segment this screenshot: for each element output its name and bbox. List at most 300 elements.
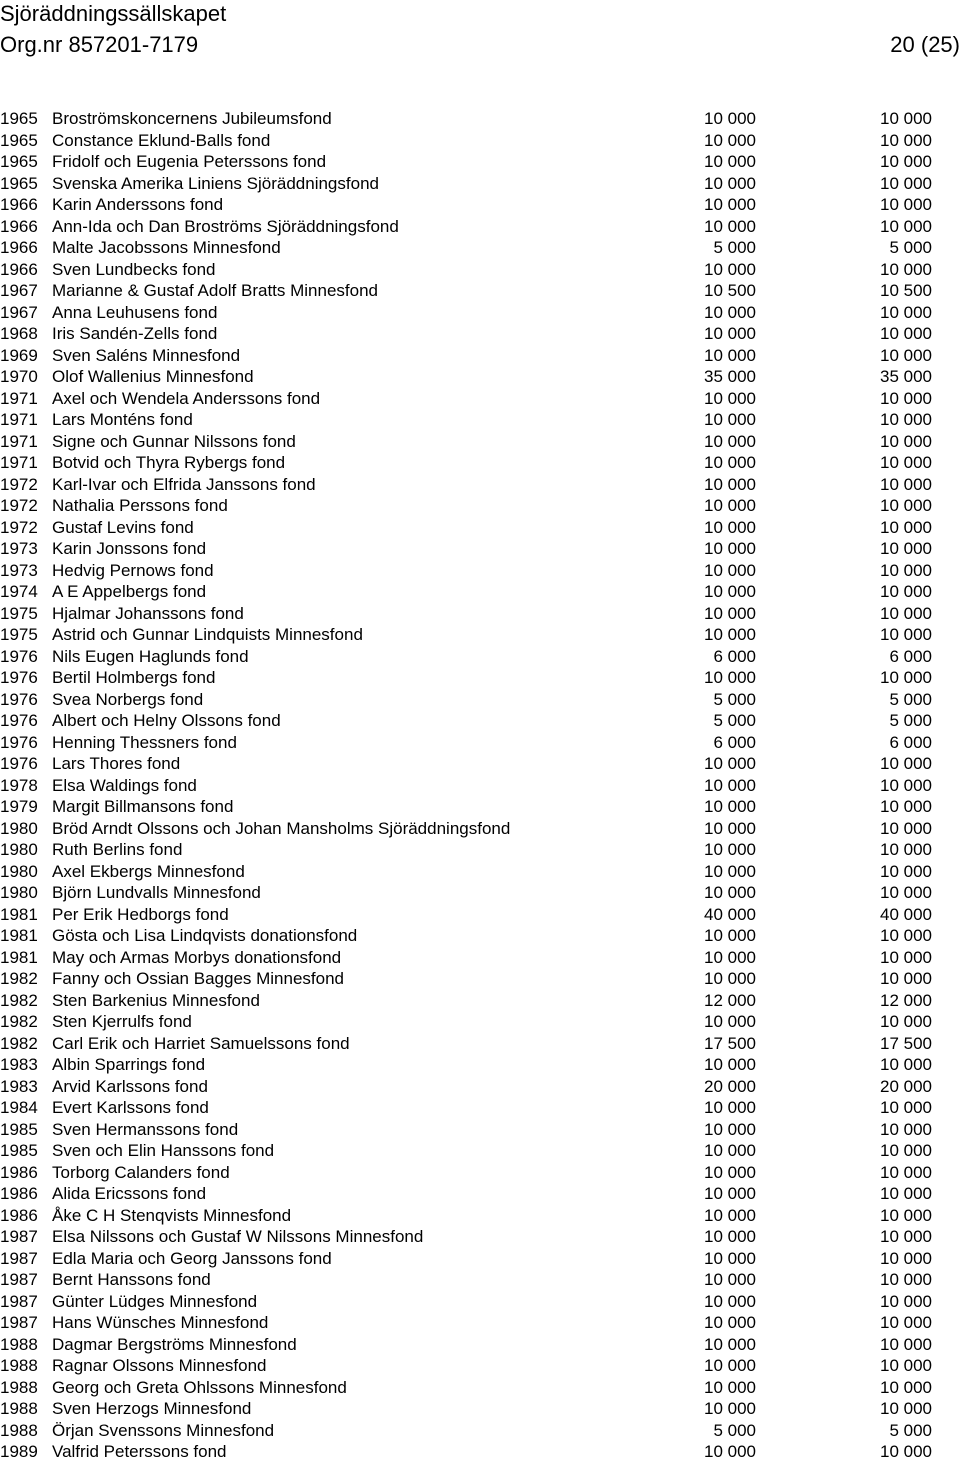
- page-number: 20 (25): [890, 32, 960, 57]
- amount-cell-1: 10 000: [704, 496, 756, 515]
- table-row: [0, 388, 960, 410]
- amount-cell-2: 5 000: [889, 238, 932, 257]
- year-cell: 1968: [0, 324, 38, 343]
- amount-cell-2: 5 000: [889, 1420, 932, 1440]
- fund-name-cell: Anna Leuhusens fond: [52, 302, 218, 322]
- table-row: [0, 968, 960, 990]
- fund-name-cell: Valfrid Peterssons fond: [52, 1442, 227, 1461]
- year-cell: 1976: [0, 711, 38, 730]
- amount-cell-2: 10 000: [880, 926, 932, 945]
- amount-cell-1: 10 000: [704, 1248, 756, 1268]
- table-row: [0, 710, 960, 732]
- amount-cell-2: 35 000: [880, 367, 932, 386]
- table-row: [0, 646, 960, 668]
- table-row: [0, 1355, 960, 1377]
- table-row: [0, 1097, 960, 1119]
- year-cell: 1974: [0, 582, 38, 601]
- fund-name-cell: Albin Sparrings fond: [52, 1055, 206, 1074]
- table-row: [0, 839, 960, 861]
- amount-cell-1: 10 000: [704, 130, 756, 150]
- fund-name-cell: Sven Hermanssons fond: [52, 1119, 239, 1139]
- fund-name-cell: Axel Ekbergs Minnesfond: [52, 861, 245, 881]
- year-cell: 1976: [0, 754, 38, 773]
- fund-name-cell: Bröd Arndt Olssons och Johan Mansholms Sjöräddningsfond: [52, 818, 511, 838]
- year-cell: 1976: [0, 646, 38, 666]
- table-row: [0, 1011, 960, 1033]
- table-row: [0, 323, 960, 345]
- amount-cell-1: 10 000: [704, 195, 756, 214]
- amount-cell-1: 10 000: [704, 1377, 756, 1397]
- year-cell: 1982: [0, 1033, 38, 1053]
- amount-cell-2: 10 000: [880, 453, 932, 472]
- year-cell: 1987: [0, 1270, 38, 1289]
- table-row: [0, 904, 960, 926]
- table-row: [0, 495, 960, 517]
- year-cell: 1983: [0, 1055, 38, 1074]
- fund-name-cell: Elsa Nilssons och Gustaf W Nilssons Minnesfond: [52, 1227, 424, 1246]
- table-row: [0, 947, 960, 969]
- amount-cell-1: 12 000: [704, 990, 756, 1010]
- amount-cell-2: 10 000: [880, 1162, 932, 1182]
- amount-cell-1: 10 000: [704, 625, 756, 644]
- fund-name-cell: Margit Billmansons fond: [52, 797, 234, 816]
- year-cell: 1971: [0, 431, 38, 451]
- table-row: [0, 753, 960, 775]
- year-cell: 1988: [0, 1399, 38, 1418]
- table-row: [0, 431, 960, 453]
- amount-cell-2: 10 000: [880, 517, 932, 537]
- year-cell: 1976: [0, 668, 38, 687]
- table-row: [0, 1420, 960, 1442]
- fund-name-cell: Hedvig Pernows fond: [52, 560, 214, 580]
- year-cell: 1973: [0, 539, 38, 558]
- amount-cell-1: 10 000: [704, 431, 756, 451]
- table-row: [0, 1054, 960, 1076]
- year-cell: 1980: [0, 818, 38, 838]
- amount-cell-2: 10 000: [880, 1270, 932, 1289]
- year-cell: 1978: [0, 775, 38, 795]
- fund-name-cell: Günter Lüdges Minnesfond: [52, 1291, 258, 1311]
- amount-cell-2: 10 000: [880, 1119, 932, 1139]
- year-cell: 1981: [0, 947, 38, 967]
- amount-cell-2: 5 000: [889, 711, 932, 730]
- amount-cell-1: 10 000: [704, 754, 756, 773]
- fund-name-cell: Dagmar Bergströms Minnesfond: [52, 1334, 297, 1354]
- amount-cell-1: 10 000: [704, 539, 756, 558]
- year-cell: 1970: [0, 367, 38, 386]
- amount-cell-2: 10 000: [880, 1334, 932, 1354]
- fund-name-cell: Hans Wünsches Minnesfond: [52, 1313, 269, 1332]
- fund-name-cell: Bertil Holmbergs fond: [52, 668, 216, 687]
- amount-cell-1: 5 000: [713, 1420, 756, 1440]
- amount-cell-2: 10 000: [880, 195, 932, 214]
- fund-name-cell: Edla Maria och Georg Janssons fond: [52, 1248, 332, 1268]
- year-cell: 1966: [0, 238, 38, 257]
- fund-name-cell: Ruth Berlins fond: [52, 840, 183, 859]
- fund-name-cell: Lars Monténs fond: [52, 410, 193, 429]
- amount-cell-1: 5 000: [713, 711, 756, 730]
- amount-cell-2: 10 000: [880, 840, 932, 859]
- amount-cell-1: 10 000: [704, 1356, 756, 1375]
- table-row: [0, 366, 960, 388]
- amount-cell-2: 17 500: [880, 1033, 932, 1053]
- amount-cell-2: 10 000: [880, 754, 932, 773]
- amount-cell-1: 10 000: [704, 517, 756, 537]
- year-cell: 1965: [0, 173, 38, 193]
- table-row: [0, 1162, 960, 1184]
- fund-name-cell: Fanny och Ossian Bagges Minnesfond: [52, 969, 345, 988]
- fund-name-cell: Carl Erik och Harriet Samuelssons fond: [52, 1033, 350, 1053]
- table-row: [0, 130, 960, 152]
- fund-name-cell: Iris Sandén-Zells fond: [52, 324, 218, 343]
- year-cell: 1985: [0, 1119, 38, 1139]
- amount-cell-1: 10 000: [704, 1291, 756, 1311]
- table-row: [0, 581, 960, 603]
- amount-cell-2: 10 000: [880, 324, 932, 343]
- table-row: [0, 194, 960, 216]
- year-cell: 1980: [0, 861, 38, 881]
- amount-cell-2: 12 000: [880, 990, 932, 1010]
- fund-name-cell: Arvid Karlssons fond: [52, 1076, 208, 1096]
- fund-name-cell: Per Erik Hedborgs fond: [52, 904, 229, 924]
- table-row: [0, 1269, 960, 1291]
- year-cell: 1976: [0, 689, 38, 709]
- year-cell: 1972: [0, 517, 38, 537]
- fund-name-cell: Constance Eklund-Balls fond: [52, 130, 271, 150]
- amount-cell-1: 10 000: [704, 109, 756, 128]
- fund-name-cell: Henning Thessners fond: [52, 732, 237, 752]
- year-cell: 1971: [0, 453, 38, 472]
- year-cell: 1965: [0, 130, 38, 150]
- amount-cell-2: 10 000: [880, 410, 932, 429]
- table-row: [0, 1334, 960, 1356]
- year-cell: 1973: [0, 560, 38, 580]
- table-row: [0, 259, 960, 281]
- year-cell: 1982: [0, 1012, 38, 1031]
- year-cell: 1983: [0, 1076, 38, 1096]
- table-row: [0, 1291, 960, 1313]
- year-cell: 1986: [0, 1162, 38, 1182]
- fund-name-cell: Georg och Greta Ohlssons Minnesfond: [52, 1377, 347, 1397]
- table-row: [0, 818, 960, 840]
- fund-name-cell: Sven Herzogs Minnesfond: [52, 1399, 252, 1418]
- amount-cell-2: 10 000: [880, 109, 932, 128]
- fund-name-cell: Karin Anderssons fond: [52, 195, 224, 214]
- amount-cell-1: 10 000: [704, 1399, 756, 1418]
- amount-cell-1: 10 000: [704, 324, 756, 343]
- amount-cell-2: 10 000: [880, 603, 932, 623]
- year-cell: 1969: [0, 345, 38, 365]
- table-row: [0, 302, 960, 324]
- year-cell: 1987: [0, 1227, 38, 1246]
- amount-cell-2: 10 000: [880, 1442, 932, 1461]
- table-row: [0, 732, 960, 754]
- amount-cell-1: 10 000: [704, 1227, 756, 1246]
- table-row: [0, 882, 960, 904]
- fund-name-cell: May och Armas Morbys donationsfond: [52, 947, 342, 967]
- year-cell: 1982: [0, 990, 38, 1010]
- amount-cell-1: 10 000: [704, 173, 756, 193]
- amount-cell-1: 10 000: [704, 1205, 756, 1225]
- fund-name-cell: Gustaf Levins fond: [52, 517, 194, 537]
- amount-cell-2: 10 000: [880, 947, 932, 967]
- fund-name-cell: Karl-Ivar och Elfrida Janssons fond: [52, 474, 316, 494]
- table-row: [0, 1226, 960, 1248]
- year-cell: 1988: [0, 1420, 38, 1440]
- table-row: [0, 560, 960, 582]
- amount-cell-2: 10 000: [880, 1399, 932, 1418]
- amount-cell-1: 10 000: [704, 603, 756, 623]
- year-cell: 1979: [0, 797, 38, 816]
- amount-cell-2: 10 000: [880, 474, 932, 494]
- amount-cell-2: 10 000: [880, 969, 932, 988]
- amount-cell-1: 20 000: [704, 1076, 756, 1096]
- year-cell: 1975: [0, 603, 38, 623]
- amount-cell-2: 10 000: [880, 388, 932, 408]
- table-row: [0, 108, 960, 130]
- year-cell: 1966: [0, 259, 38, 279]
- fund-name-cell: Olof Wallenius Minnesfond: [52, 367, 254, 386]
- amount-cell-2: 40 000: [880, 904, 932, 924]
- amount-cell-1: 10 000: [704, 1313, 756, 1332]
- year-cell: 1988: [0, 1334, 38, 1354]
- fund-name-cell: Astrid och Gunnar Lindquists Minnesfond: [52, 625, 363, 644]
- amount-cell-1: 10 000: [704, 1184, 756, 1203]
- fund-name-cell: Nils Eugen Haglunds fond: [52, 646, 249, 666]
- amount-cell-1: 10 000: [704, 152, 756, 171]
- amount-cell-1: 10 000: [704, 1098, 756, 1117]
- table-row: [0, 1205, 960, 1227]
- fund-name-cell: Torborg Calanders fond: [52, 1162, 230, 1182]
- fund-name-cell: Broströmskoncernens Jubileumsfond: [52, 109, 332, 128]
- amount-cell-1: 10 000: [704, 818, 756, 838]
- fund-name-cell: Elsa Waldings fond: [52, 775, 197, 795]
- year-cell: 1980: [0, 840, 38, 859]
- table-row: [0, 452, 960, 474]
- fund-name-cell: Sven Saléns Minnesfond: [52, 345, 241, 365]
- year-cell: 1987: [0, 1313, 38, 1332]
- amount-cell-2: 10 000: [880, 173, 932, 193]
- amount-cell-2: 10 000: [880, 539, 932, 558]
- amount-cell-2: 10 000: [880, 1356, 932, 1375]
- table-row: [0, 775, 960, 797]
- amount-cell-2: 10 000: [880, 1248, 932, 1268]
- amount-cell-2: 10 000: [880, 668, 932, 687]
- amount-cell-2: 10 000: [880, 1377, 932, 1397]
- amount-cell-1: 10 000: [704, 410, 756, 429]
- amount-cell-1: 10 000: [704, 1270, 756, 1289]
- fund-name-cell: Axel och Wendela Anderssons fond: [52, 388, 321, 408]
- fund-name-cell: Ragnar Olssons Minnesfond: [52, 1356, 267, 1375]
- fund-name-cell: Fridolf och Eugenia Peterssons fond: [52, 152, 327, 171]
- amount-cell-2: 10 000: [880, 345, 932, 365]
- amount-cell-1: 35 000: [704, 367, 756, 386]
- amount-cell-2: 6 000: [889, 732, 932, 752]
- fund-name-cell: Svenska Amerika Liniens Sjöräddningsfond: [52, 173, 379, 193]
- amount-cell-2: 10 500: [880, 281, 932, 300]
- fund-name-cell: Karin Jonssons fond: [52, 539, 207, 558]
- year-cell: 1965: [0, 152, 38, 171]
- table-row: [0, 409, 960, 431]
- amount-cell-2: 10 000: [880, 883, 932, 902]
- table-row: [0, 237, 960, 259]
- fund-name-cell: Evert Karlssons fond: [52, 1098, 209, 1117]
- fund-name-cell: Bernt Hanssons fond: [52, 1270, 211, 1289]
- year-cell: 1987: [0, 1248, 38, 1268]
- amount-cell-1: 17 500: [704, 1033, 756, 1053]
- table-row: [0, 796, 960, 818]
- amount-cell-2: 10 000: [880, 560, 932, 580]
- amount-cell-1: 10 000: [704, 926, 756, 945]
- table-row: [0, 624, 960, 646]
- table-row: [0, 603, 960, 625]
- amount-cell-1: 10 000: [704, 775, 756, 795]
- amount-cell-1: 10 000: [704, 1012, 756, 1031]
- amount-cell-2: 10 000: [880, 582, 932, 601]
- fund-table: [0, 108, 960, 1463]
- table-row: [0, 1076, 960, 1098]
- amount-cell-2: 10 000: [880, 130, 932, 150]
- amount-cell-2: 10 000: [880, 1184, 932, 1203]
- amount-cell-2: 10 000: [880, 775, 932, 795]
- table-row: [0, 216, 960, 238]
- fund-name-cell: Albert och Helny Olssons fond: [52, 711, 281, 730]
- amount-cell-2: 20 000: [880, 1076, 932, 1096]
- amount-cell-1: 10 000: [704, 216, 756, 236]
- table-row: [0, 345, 960, 367]
- amount-cell-2: 6 000: [889, 646, 932, 666]
- page-header: [0, 0, 960, 66]
- amount-cell-1: 10 000: [704, 345, 756, 365]
- year-cell: 1981: [0, 926, 38, 945]
- table-row: [0, 1183, 960, 1205]
- table-row: [0, 861, 960, 883]
- table-row: [0, 1377, 960, 1399]
- fund-name-cell: Marianne & Gustaf Adolf Bratts Minnesfond: [52, 281, 379, 300]
- fund-name-cell: Sten Kjerrulfs fond: [52, 1012, 192, 1031]
- year-cell: 1984: [0, 1098, 38, 1117]
- amount-cell-1: 10 500: [704, 281, 756, 300]
- fund-name-cell: Signe och Gunnar Nilssons fond: [52, 431, 296, 451]
- amount-cell-2: 10 000: [880, 1012, 932, 1031]
- amount-cell-2: 10 000: [880, 431, 932, 451]
- table-row: [0, 925, 960, 947]
- amount-cell-1: 10 000: [704, 1141, 756, 1160]
- amount-cell-1: 10 000: [704, 560, 756, 580]
- amount-cell-1: 5 000: [713, 689, 756, 709]
- amount-cell-2: 10 000: [880, 1313, 932, 1332]
- amount-cell-1: 10 000: [704, 259, 756, 279]
- amount-cell-1: 10 000: [704, 861, 756, 881]
- fund-name-cell: Åke C H Stenqvists Minnesfond: [52, 1205, 292, 1225]
- year-cell: 1980: [0, 883, 38, 902]
- table-row: [0, 517, 960, 539]
- organization-name: Sjöräddningssällskapet: [0, 1, 227, 26]
- fund-name-cell: Gösta och Lisa Lindqvists donationsfond: [52, 926, 358, 945]
- amount-cell-1: 10 000: [704, 947, 756, 967]
- amount-cell-1: 10 000: [704, 388, 756, 408]
- amount-cell-2: 10 000: [880, 1098, 932, 1117]
- year-cell: 1988: [0, 1356, 38, 1375]
- fund-name-cell: Malte Jacobssons Minnesfond: [52, 238, 281, 257]
- table-row: [0, 173, 960, 195]
- year-cell: 1988: [0, 1377, 38, 1397]
- year-cell: 1982: [0, 969, 38, 988]
- fund-name-cell: Svea Norbergs fond: [52, 689, 204, 709]
- amount-cell-2: 10 000: [880, 496, 932, 515]
- year-cell: 1966: [0, 195, 38, 214]
- organization-number: Org.nr 857201-7179: [0, 32, 199, 57]
- table-row: [0, 538, 960, 560]
- amount-cell-2: 10 000: [880, 818, 932, 838]
- amount-cell-2: 10 000: [880, 216, 932, 236]
- year-cell: 1967: [0, 281, 38, 300]
- fund-name-cell: Sven och Elin Hanssons fond: [52, 1141, 275, 1160]
- amount-cell-1: 6 000: [713, 732, 756, 752]
- amount-cell-1: 10 000: [704, 302, 756, 322]
- table-row: [0, 1398, 960, 1420]
- amount-cell-2: 10 000: [880, 1055, 932, 1074]
- year-cell: 1971: [0, 410, 38, 429]
- amount-cell-2: 5 000: [889, 689, 932, 709]
- table-row: [0, 689, 960, 711]
- amount-cell-2: 10 000: [880, 302, 932, 322]
- amount-cell-1: 10 000: [704, 1162, 756, 1182]
- year-cell: 1972: [0, 496, 38, 515]
- amount-cell-1: 40 000: [704, 904, 756, 924]
- amount-cell-2: 10 000: [880, 1227, 932, 1246]
- fund-name-cell: Hjalmar Johanssons fond: [52, 603, 244, 623]
- fund-name-cell: Sven Lundbecks fond: [52, 259, 216, 279]
- table-row: [0, 1033, 960, 1055]
- fund-name-cell: Ann-Ida och Dan Broströms Sjöräddningsfond: [52, 216, 399, 236]
- amount-cell-1: 10 000: [704, 1442, 756, 1461]
- table-row: [0, 280, 960, 302]
- amount-cell-1: 5 000: [713, 238, 756, 257]
- amount-cell-2: 10 000: [880, 861, 932, 881]
- amount-cell-2: 10 000: [880, 1291, 932, 1311]
- table-row: [0, 1312, 960, 1334]
- year-cell: 1975: [0, 625, 38, 644]
- year-cell: 1971: [0, 388, 38, 408]
- amount-cell-2: 10 000: [880, 1141, 932, 1160]
- amount-cell-1: 10 000: [704, 797, 756, 816]
- table-row: [0, 667, 960, 689]
- table-row: [0, 1248, 960, 1270]
- fund-name-cell: Nathalia Perssons fond: [52, 496, 228, 515]
- amount-cell-1: 10 000: [704, 453, 756, 472]
- year-cell: 1986: [0, 1184, 38, 1203]
- year-cell: 1976: [0, 732, 38, 752]
- amount-cell-2: 10 000: [880, 797, 932, 816]
- table-row: [0, 990, 960, 1012]
- table-row: [0, 1441, 960, 1463]
- year-cell: 1985: [0, 1141, 38, 1160]
- amount-cell-1: 6 000: [713, 646, 756, 666]
- fund-name-cell: Björn Lundvalls Minnesfond: [52, 883, 261, 902]
- year-cell: 1986: [0, 1205, 38, 1225]
- table-row: [0, 1140, 960, 1162]
- amount-cell-2: 10 000: [880, 625, 932, 644]
- amount-cell-1: 10 000: [704, 668, 756, 687]
- year-cell: 1989: [0, 1442, 38, 1461]
- amount-cell-1: 10 000: [704, 1055, 756, 1074]
- fund-name-cell: Botvid och Thyra Rybergs fond: [52, 453, 286, 472]
- year-cell: 1967: [0, 302, 38, 322]
- amount-cell-2: 10 000: [880, 152, 932, 171]
- table-row: [0, 151, 960, 173]
- year-cell: 1972: [0, 474, 38, 494]
